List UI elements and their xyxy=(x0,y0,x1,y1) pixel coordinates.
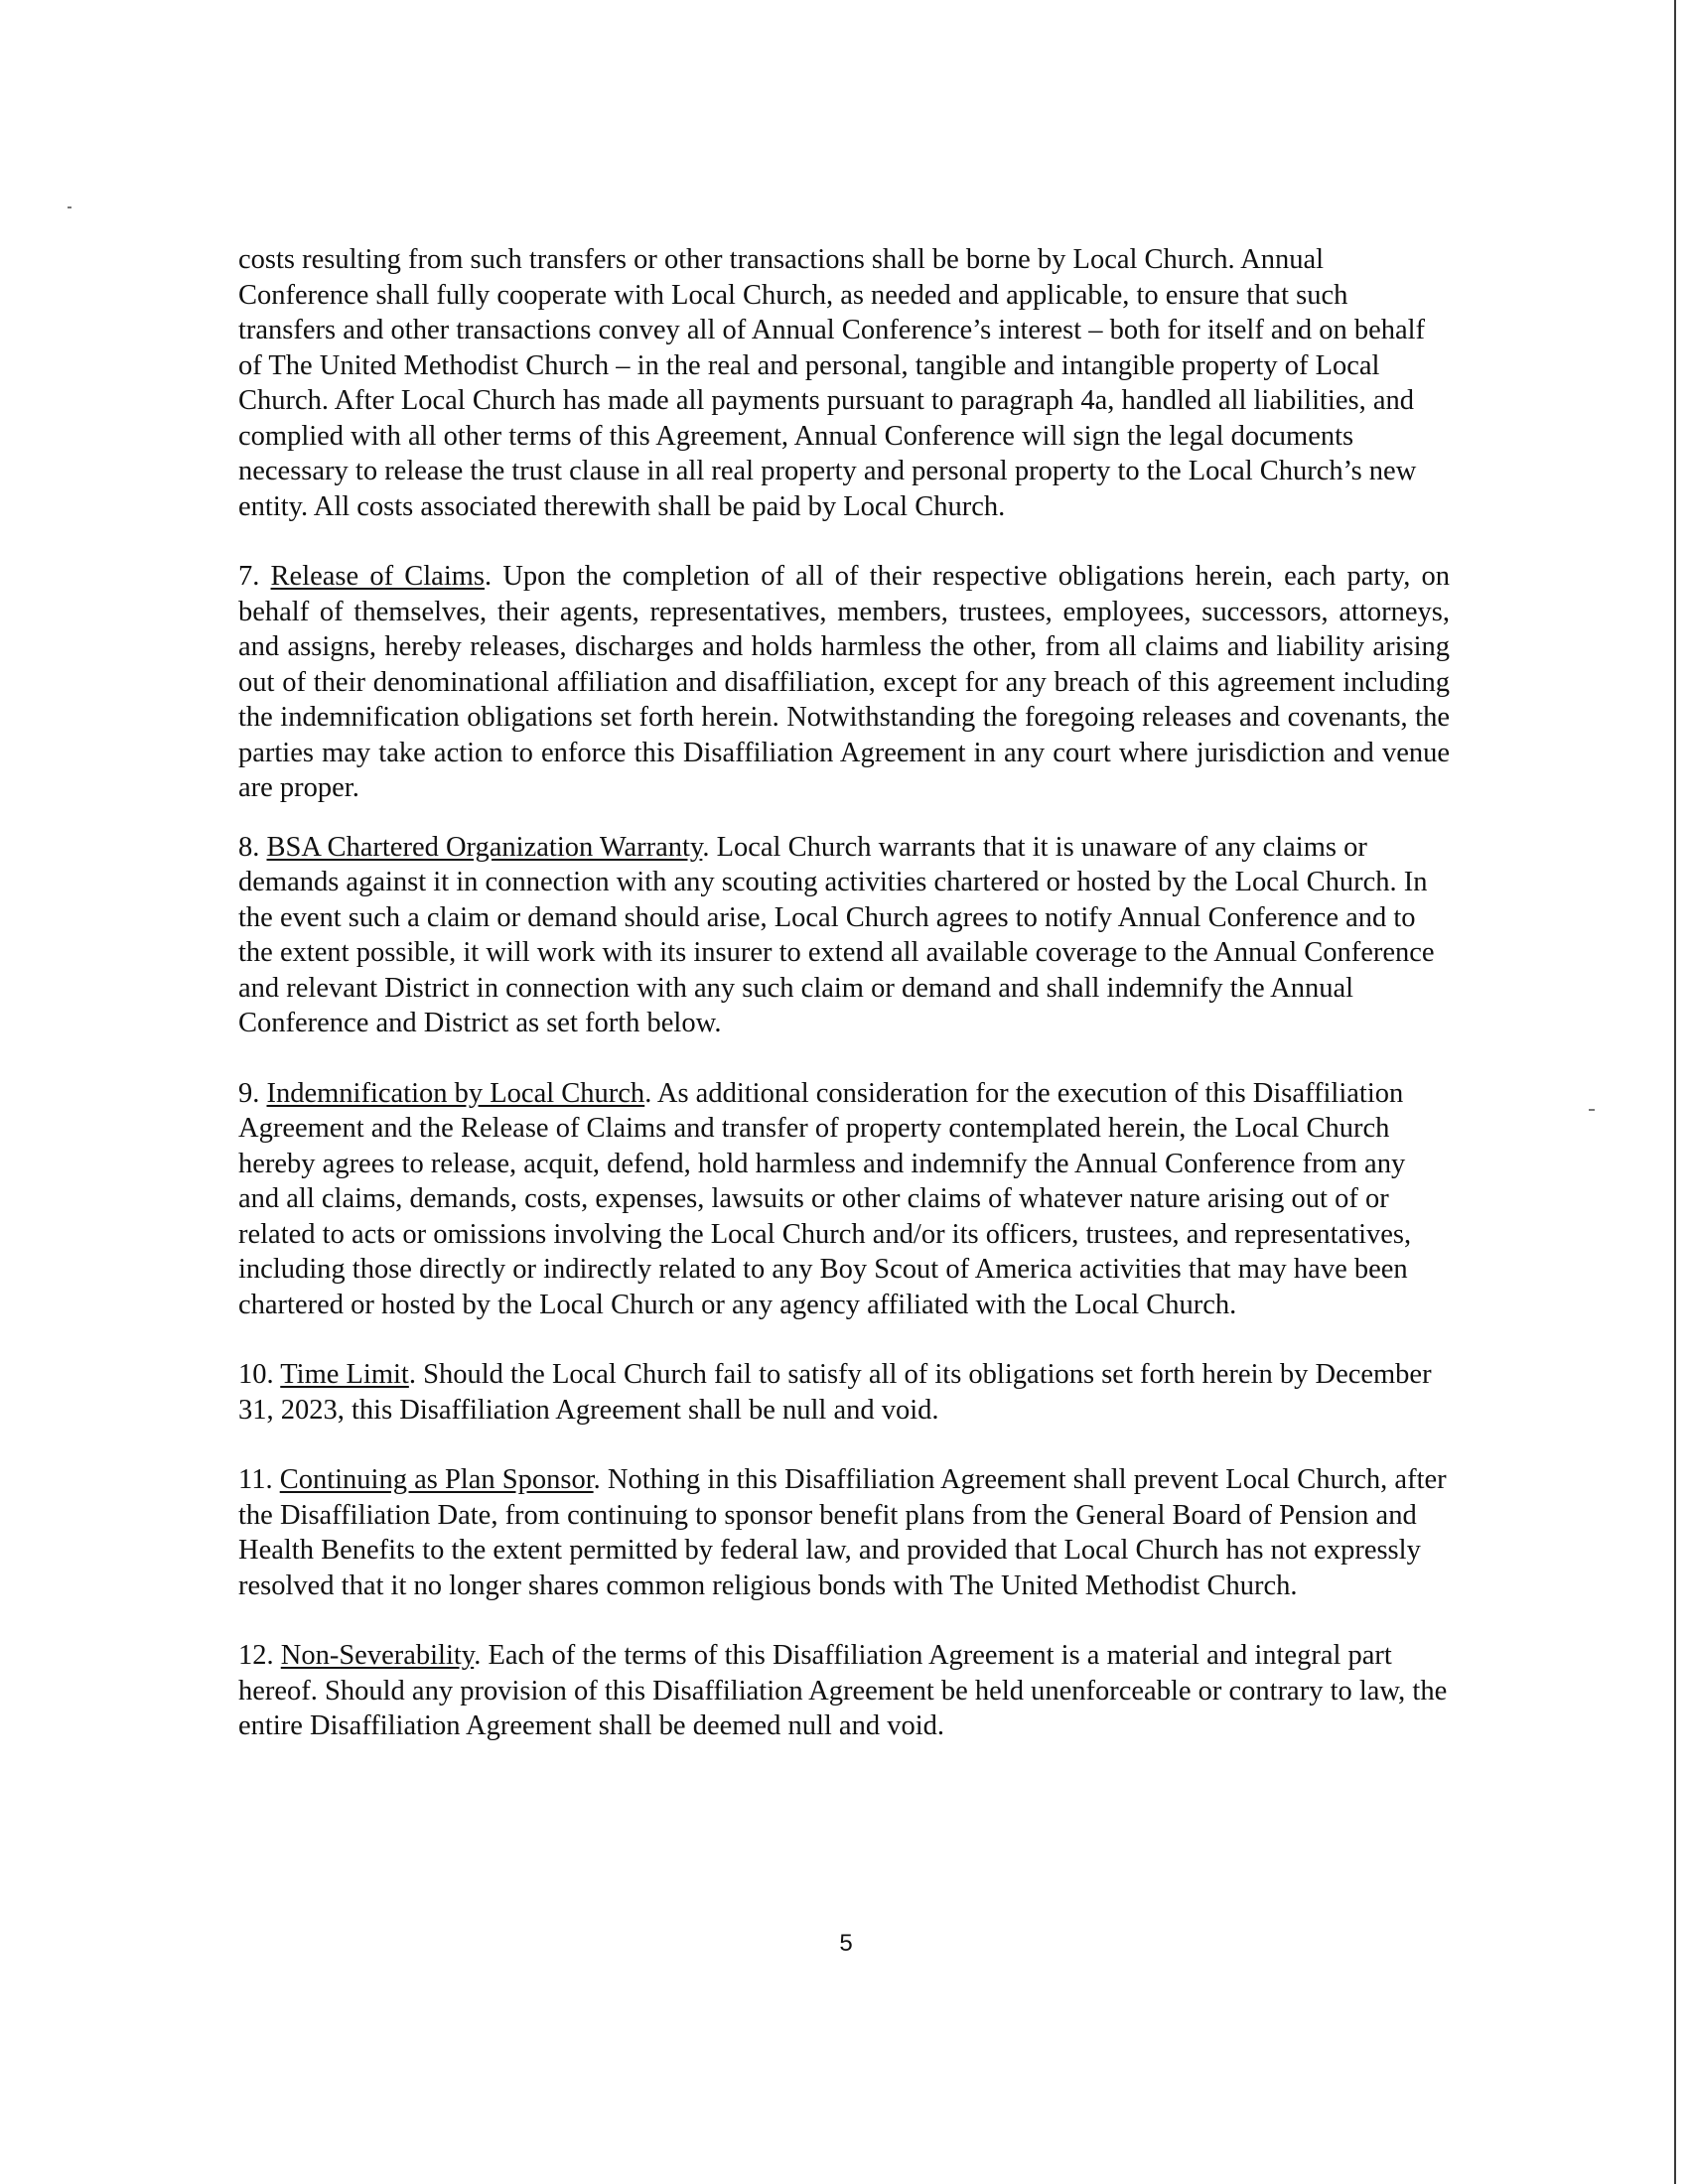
scan-border-line xyxy=(1674,0,1676,2184)
section-non-severability xyxy=(238,1638,1450,1744)
scan-speck xyxy=(68,206,71,208)
section-heading: Time Limit xyxy=(280,1359,409,1390)
section-heading: Release of Claims xyxy=(270,561,486,592)
section-heading: Indemnification by Local Church xyxy=(266,1077,645,1109)
section-body: . Local Church warrants that it is unaware of any claims or demands against it in connection with any scouting activities chartered or hosted by the Local Church. In the event such a claim or demand should arise, Local Church agrees to notify Annual Conference and to the extent possible, it will work with its insurer to extend all available coverage to the Annual Conference and relevant District in connection with any such claim or demand and shall indemnify the Annual Conference and District as set forth below. xyxy=(238,831,1435,1038)
section-heading: Non-Severability xyxy=(280,1640,475,1671)
section-number: 12. xyxy=(238,1640,274,1671)
section-indemnification xyxy=(238,1076,1450,1323)
section-number: 8. xyxy=(238,831,260,863)
page-number: 5 xyxy=(839,1930,853,1957)
section-body: . As additional consideration for the execution of this Disaffiliation Agreement and the Release of Claims and transfer of property contemplated herein, the Local Church hereby agrees to release, acquit, defend, hold harmless and indemnify the Annual Conference from any and all claims, demands, costs, expenses, lawsuits or other claims of whatever nature arising out of or related to acts or omissions involving the Local Church and/or its officers, trustees, and representatives, including those directly or indirectly related to any Boy Scout of America activities that may have been chartered or hosted by the Local Church or any agency affiliated with the Local Church. xyxy=(238,1077,1412,1320)
intro-paragraph: costs resulting from such transfers or other transactions shall be borne by Local Church. Annual Conference shall fully cooperate with Local Church, as needed and applicable, to ensure that such transfers and other transactions convey all of Annual Conference’s interest – both for itself and on behalf of The United Methodist Church – in the real and personal, tangible and intangible property of Local Church. After Local Church has made all payments pursuant to paragraph 4a, handled all liabilities, and complied with all other terms of this Agreement, Annual Conference will sign the legal documents necessary to release the trust clause in all real property and personal property to the Local Church’s new entity. All costs associated therewith shall be paid by Local Church. xyxy=(238,244,1426,522)
section-body: . Should the Local Church fail to satisfy all of its obligations set forth herein by December 31, 2023, this Disaffiliation Agreement shall be null and void. xyxy=(238,1359,1432,1426)
section-number: 9. xyxy=(238,1077,260,1109)
section-number: 11. xyxy=(238,1464,273,1495)
section-time-limit xyxy=(238,1357,1450,1428)
section-number: 7. xyxy=(238,561,260,592)
section-heading: Continuing as Plan Sponsor xyxy=(279,1464,594,1495)
section-body: . Upon the completion of all of their respective obligations herein, each party, on behalf of themselves, their agents, representatives, members, trustees, employees, successors, attorneys, and assigns, hereby releases, discharges and holds harmless the other, from all claims and liability arising out of their denominational affiliation and disaffiliation, except for any breach of this agreement including the indemnification obligations set forth herein. Notwithstanding the foregoing releases and covenants, the parties may take action to enforce this Disaffiliation Agreement in any court where jurisdiction and venue are proper. xyxy=(238,561,1450,803)
document-body xyxy=(238,242,1450,1744)
section-body: . Each of the terms of this Disaffiliation Agreement is a material and integral part hereof. Should any provision of this Disaffiliation Agreement be held unenforceable or contrary to law, the entire Disaffiliation Agreement shall be deemed null and void. xyxy=(238,1640,1448,1741)
section-number: 10. xyxy=(238,1359,274,1390)
scan-speck xyxy=(1589,1109,1595,1111)
section-bsa-warranty xyxy=(238,830,1450,1041)
section-body: . Nothing in this Disaffiliation Agreement shall prevent Local Church, after the Disaffiliation Date, from continuing to sponsor benefit plans from the General Board of Pension and Health Benefits to the extent permitted by federal law, and provided that Local Church has not expressly resolved that it no longer shares common religious bonds with The United Methodist Church. xyxy=(238,1464,1447,1601)
section-release-of-claims xyxy=(238,559,1450,806)
section-plan-sponsor xyxy=(238,1462,1450,1603)
section-heading: BSA Chartered Organization Warranty xyxy=(266,831,703,863)
